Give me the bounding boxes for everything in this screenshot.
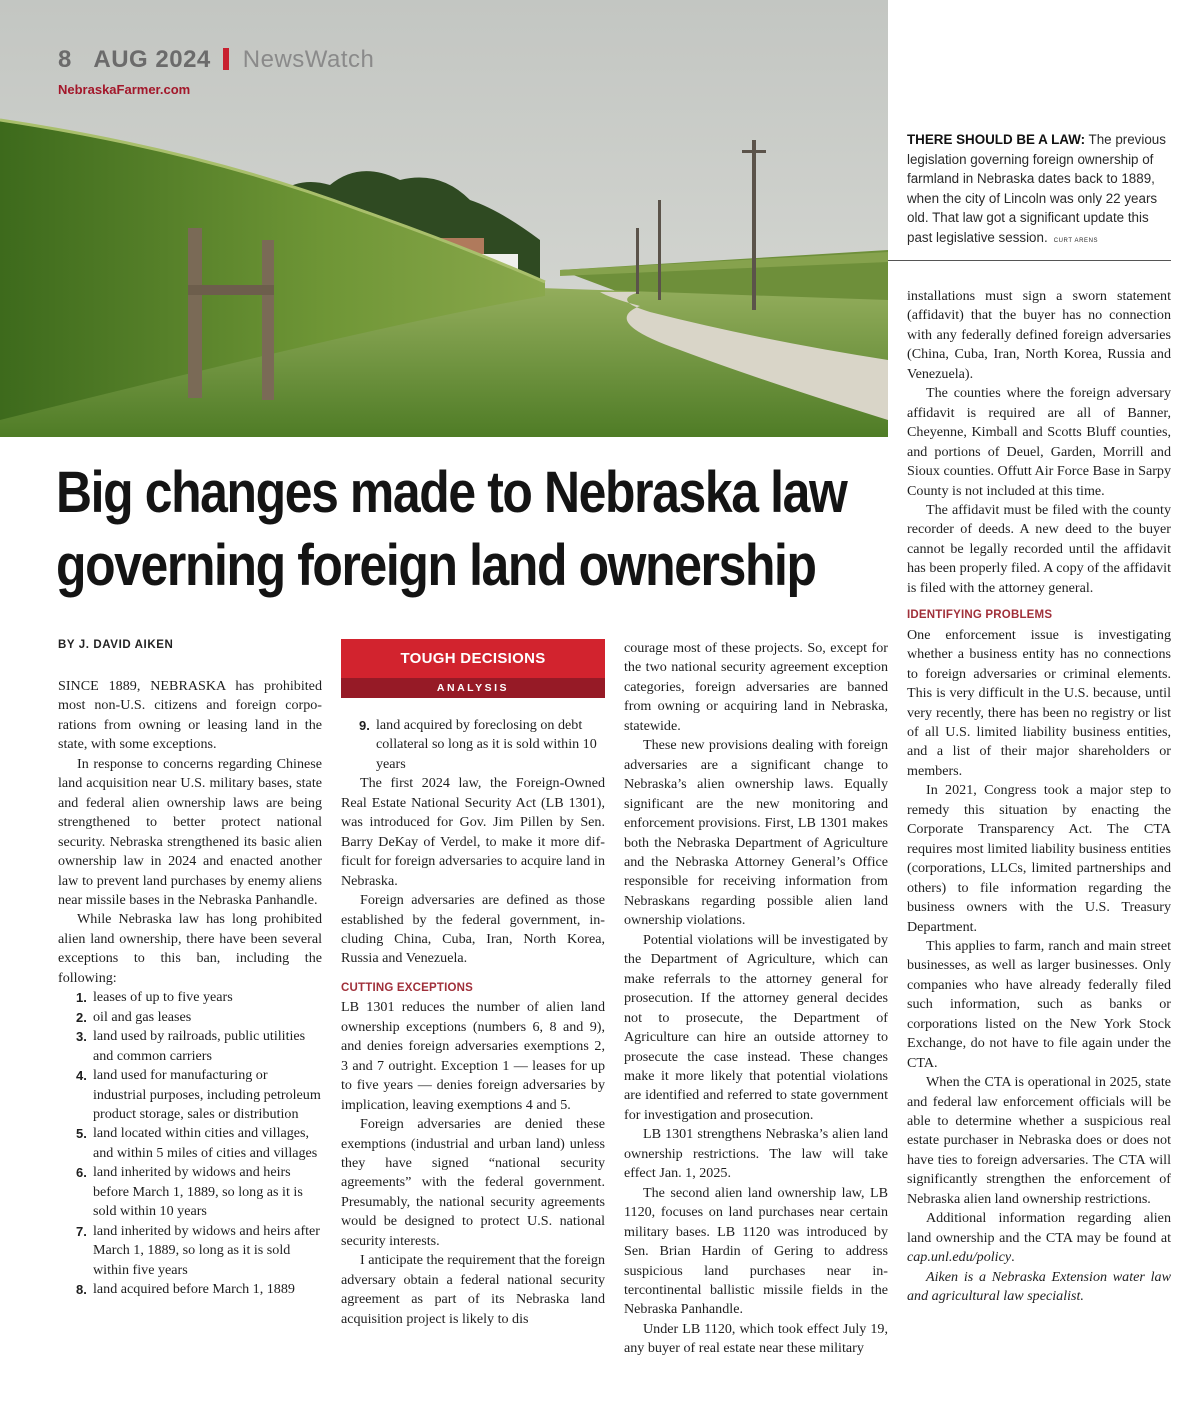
list-text: land inherited by widows and heirs before March 1, 1889, so long as it is sold within 10 years xyxy=(93,1164,303,1220)
list-item xyxy=(58,1008,322,1027)
author-bio-text: Aiken is a Nebraska Extension water law and agricultural law specialist. xyxy=(907,1268,1171,1305)
paragraph: In response to concerns regarding Chinese land acquisition near U.S. military bases, state and federal alien ownership laws are being strengthened to better protect national security. Nebraska strengthened its basic alien ownership law in 2024 and enacted another law to prevent land purchases by enemy aliens near missile bases in the Nebraska Panhandle. xyxy=(58,755,322,908)
list-text: oil and gas leases xyxy=(93,1008,192,1025)
list-text: land used for manufacturing or industrial purposes, including petroleum product storage, sales or distribution xyxy=(93,1067,321,1122)
column-2 xyxy=(341,716,605,1329)
paragraph: LB 1301 reduces the number of alien land ownership exceptions (numbers 6, 8 and 9), and denies foreign adversaries exemptions 2, 3 and 7 outright. Exception 1 — leases for up to five years — denies foreign adversaries by implication, leaving exemptions 4 and 5. xyxy=(341,999,605,1113)
list-text: land used by railroads, public utilities and common carriers xyxy=(93,1028,306,1064)
list-number: 1. xyxy=(76,990,87,1006)
badge-title: TOUGH DECISIONS xyxy=(341,639,605,678)
list-number: 3. xyxy=(76,1029,87,1045)
byline: BY J. DAVID AIKEN xyxy=(58,639,174,651)
paragraph-text: . xyxy=(1011,1249,1015,1266)
paragraph: The first 2024 law, the Foreign-Owned Real Estate National Security Act (LB 1301), was introduced for Gov. Jim Pillen by Sen. Barry DeKay of Verdel, to make it more difficult for foreign adversaries to acquire land in Nebraska. xyxy=(341,775,605,889)
list-item xyxy=(58,1163,322,1221)
list-item xyxy=(58,1066,322,1124)
list-item xyxy=(58,1222,322,1280)
paragraph: This applies to farm, ranch and main street businesses, as well as larger businesses. Only companies who have already federally filed such information, such as banks or corporations listed on the New York Stock Exchange, do not have to file again under the CTA. xyxy=(907,937,1171,1071)
headline-line-1: Big changes made to Nebraska law xyxy=(56,460,847,525)
caption-lead: THERE SHOULD BE A LAW: xyxy=(907,132,1086,147)
caption-text: The previous legislation governing foreign ownership of farmland in Nebraska dates back to 1889, when the city of Lincoln was only 22 years old. That law got a significant update this past legislative session. xyxy=(907,132,1166,245)
paragraph xyxy=(907,1209,1171,1267)
section-name: NewsWatch xyxy=(242,46,375,73)
paragraph: The second alien land ownership law, LB 1120, focuses on land purchases near certain military bases. LB 1120 was introduced by Sen. Brian Hardin of Gering to address suspicious land purchases near intercontinental ballistic missile fields in the Nebraska Panhandle. xyxy=(624,1184,888,1318)
paragraph: The counties where the foreign adversary affidavit is required are all of Banner, Cheyenne, Kimball and Scotts Bluff counties, and portions of Deuel, Garden, Morrill and Sioux counties. Offutt Air Force Base in Sarpy County is not included at this time. xyxy=(907,385,1171,499)
paragraph: In 2021, Congress took a major step to remedy this situation by enacting the Corporate Transparency Act. The CTA requires most limited liability business entities (corporations, LLCs, limited partnerships and others) to file information regarding the business owners with the U.S. Treasury Department. xyxy=(907,782,1171,935)
paragraph: While Nebraska law has long prohibited alien land ownership, there have been several exceptions to this ban, including the following: xyxy=(58,911,322,986)
caption-rule xyxy=(888,260,1171,261)
list-number: 8. xyxy=(76,1282,87,1298)
paragraph-text: Additional information regarding alien land ownership and the CTA may be found at xyxy=(907,1210,1171,1246)
photo-credit: CURT ARENS xyxy=(1053,237,1099,244)
paragraph: One enforcement issue is investigating whether a business entity has no connections to foreign adversaries or criminal elements. This is very difficult in the U.S. because, until very recently, there has been no registry or list of all U.S. limited liability business entities, and a list of their major shareholders or members. xyxy=(907,626,1171,779)
subhead-identifying-problems: IDENTIFYING PROBLEMS xyxy=(907,609,1053,622)
photo-caption xyxy=(907,130,1175,251)
paragraph: Under LB 1120, which took effect July 19, any buyer of real estate near these military xyxy=(624,1320,888,1357)
folio-divider xyxy=(223,48,229,70)
paragraph: Foreign adversaries are defined as those established by the federal government, including China, Cuba, Iran, North Korea, Russia and Venezuela. xyxy=(341,892,605,967)
page-number: 8 xyxy=(58,46,72,73)
list-text: land inherited by widows and heirs after March 1, 1889, so long as it is sold within five years xyxy=(93,1222,321,1278)
policy-link[interactable]: cap.unl.edu/policy xyxy=(907,1249,1012,1266)
list-number: 5. xyxy=(76,1126,87,1142)
paragraph: Foreign adversaries are denied these exemptions (industrial and urban land) unless they have signed “national security agreements” with the federal government. Presumably, the national security agreements would be designed to protect U.S. national security interests. xyxy=(341,1116,605,1249)
paragraph: Potential violations will be investigated by the Department of Agriculture, which can make referrals to the attorney general for prosecution. If the attorney general decides not to prosecute, the Department of Agriculture can hire an outside attorney to prosecute the case instead. These changes make it more likely that potential violations are identified and referred to state government for investigation and prosecution. xyxy=(624,931,888,1123)
issue-date: AUG 2024 xyxy=(93,46,211,73)
paragraph: These new provisions dealing with foreign adversaries are a significant change to Nebraska’s alien ownership laws. Equally significant are the new monitoring and enforcement provisions. First, LB 1301 makes both the Nebraska Department of Agriculture and the Nebraska Attorney General’s Office responsible for receiving information from Nebraskans regarding possible alien land ownership violations. xyxy=(624,737,888,929)
exceptions-list-continued xyxy=(341,716,605,774)
list-item xyxy=(58,1280,322,1299)
paragraph: When the CTA is operational in 2025, state and federal law enforcement officials will be able to determine whether a suspicious real estate purchaser in Nebraska does or does not have ties to foreign adversaries. The CTA will significantly strengthen the enforcement of Nebraska alien land ownership restrictions. xyxy=(907,1074,1171,1207)
list-text: land acquired before March 1, 1889 xyxy=(93,1281,295,1298)
paragraph: SINCE 1889, NEBRASKA has prohibited most non-U.S. citizens and foreign corporations from owning or leasing land in the state, with some exceptions. xyxy=(58,678,322,753)
list-text: land acquired by foreclosing on debt collateral so long as it is sold within 10 years xyxy=(376,717,597,772)
column-1 xyxy=(58,677,322,1300)
list-text: land located within cities and villages, and within 5 miles of cities and villages xyxy=(93,1125,318,1161)
paragraph: LB 1301 strengthens Nebraska’s alien land ownership restrictions. The law will take effect Jan. 1, 2025. xyxy=(624,1126,888,1182)
site-url[interactable]: NebraskaFarmer.com xyxy=(58,82,191,97)
column-4 xyxy=(907,287,1171,1307)
headline-line-2: governing foreign land ownership xyxy=(56,533,816,598)
list-number: 2. xyxy=(76,1009,87,1025)
list-item xyxy=(58,1124,322,1163)
author-bio xyxy=(907,1268,1171,1307)
list-number: 7. xyxy=(76,1223,87,1239)
exceptions-list xyxy=(58,988,322,1299)
list-item xyxy=(58,988,322,1007)
badge-label: ANALYSIS xyxy=(341,678,605,698)
list-item xyxy=(341,716,605,774)
headline xyxy=(56,456,847,602)
column-3 xyxy=(624,639,888,1359)
paragraph: courage most of these projects. So, except for the two national security agreement exception categories, foreign adversaries are banned from owning or acquiring land in Nebraska, statewide. xyxy=(624,640,888,734)
list-item xyxy=(58,1027,322,1066)
paragraph: The affidavit must be filed with the county recorder of deeds. A new deed to the buyer cannot be legally recorded until the affidavit has been properly filed. A copy of the affidavit is filed with the attorney general. xyxy=(907,501,1171,596)
list-number: 4. xyxy=(76,1068,87,1084)
tough-decisions-badge xyxy=(341,639,605,698)
paragraph: I anticipate the requirement that the foreign adversary obtain a federal national security agreement as part of its Nebraska land acquisition project is likely to dis xyxy=(341,1252,605,1327)
list-number: 6. xyxy=(76,1165,87,1181)
list-number: 9. xyxy=(359,718,370,733)
list-text: leases of up to five years xyxy=(93,989,233,1006)
paragraph: installations must sign a sworn statement (affidavit) that the buyer has no connection with any federally defined foreign adversaries (China, Cuba, Iran, North Korea, Russia and Venezuela). xyxy=(907,288,1171,382)
subhead-cutting-exceptions: CUTTING EXCEPTIONS xyxy=(341,981,474,994)
folio xyxy=(58,46,374,74)
